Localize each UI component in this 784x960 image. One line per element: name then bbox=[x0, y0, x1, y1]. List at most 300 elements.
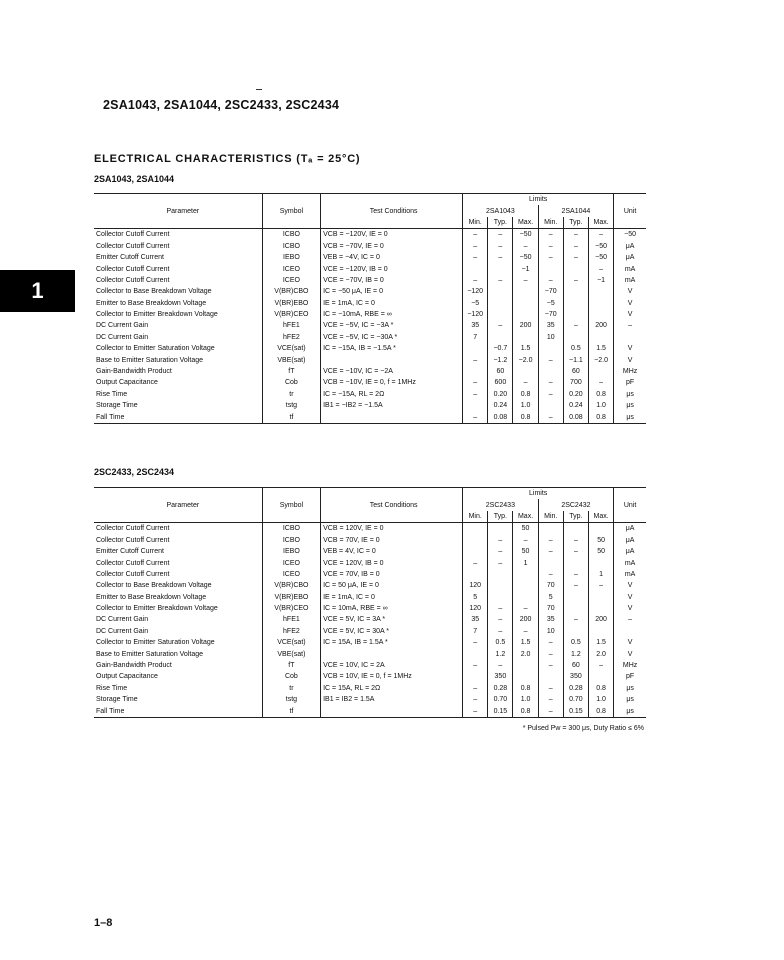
row-unit: mA bbox=[614, 275, 646, 286]
table-row bbox=[94, 400, 646, 411]
row-a-max bbox=[513, 332, 538, 343]
row-unit: −50 bbox=[614, 229, 646, 241]
row-b-typ: 700 bbox=[563, 377, 588, 388]
row-parameter: Rise Time bbox=[96, 390, 128, 398]
row-symbol: ICEO bbox=[262, 263, 320, 274]
row-a-min: 120 bbox=[463, 603, 488, 614]
row-parameter: Collector to Base Breakdown Voltage bbox=[96, 288, 212, 296]
row-conditions: VCE = 10V, IC = 2A bbox=[321, 660, 463, 671]
row-b-max bbox=[588, 603, 613, 614]
row-a-min: 35 bbox=[463, 320, 488, 331]
row-b-min: – bbox=[538, 637, 563, 648]
row-a-typ: −0.7 bbox=[488, 343, 513, 354]
row-a-max: – bbox=[513, 275, 538, 286]
row-b-max bbox=[588, 671, 613, 682]
row-conditions: IE = 1mA, IC = 0 bbox=[321, 298, 463, 309]
row-conditions: VCB = 120V, IE = 0 bbox=[321, 523, 463, 535]
row-a-typ: 0.08 bbox=[488, 411, 513, 423]
row-b-min bbox=[538, 366, 563, 377]
row-b-max: 1.0 bbox=[588, 694, 613, 705]
row-a-typ: 0.70 bbox=[488, 694, 513, 705]
row-a-max: 1.5 bbox=[513, 637, 538, 648]
row-b-max: 50 bbox=[588, 546, 613, 557]
row-symbol: VCE(sat) bbox=[262, 637, 320, 648]
row-b-typ bbox=[563, 332, 588, 343]
row-b-min: – bbox=[538, 252, 563, 263]
page-number: 1–8 bbox=[94, 917, 113, 929]
row-a-max: 0.8 bbox=[513, 411, 538, 423]
row-a-max bbox=[513, 660, 538, 671]
table-row bbox=[94, 229, 646, 241]
row-b-min: – bbox=[538, 705, 563, 717]
row-parameter: DC Current Gain bbox=[96, 616, 149, 624]
row-a-typ bbox=[488, 523, 513, 535]
row-a-max: 0.8 bbox=[513, 389, 538, 400]
row-a-max: −1 bbox=[513, 263, 538, 274]
row-unit: V bbox=[614, 298, 646, 309]
row-unit: V bbox=[614, 592, 646, 603]
row-parameter: Output Capacitance bbox=[96, 673, 158, 681]
row-symbol: ICBO bbox=[262, 523, 320, 535]
row-a-min: – bbox=[463, 411, 488, 423]
row-a-max bbox=[513, 592, 538, 603]
row-parameter: Emitter Cutoff Current bbox=[96, 254, 164, 262]
row-unit: V bbox=[614, 286, 646, 297]
row-a-min: −5 bbox=[463, 298, 488, 309]
row-unit: μA bbox=[614, 546, 646, 557]
row-parameter: Rise Time bbox=[96, 684, 128, 692]
row-symbol: tr bbox=[262, 683, 320, 694]
row-parameter: Fall Time bbox=[94, 411, 262, 423]
row-b-typ: 0.24 bbox=[563, 400, 588, 411]
row-conditions: IC = 10mA, RBE = ∞ bbox=[321, 603, 463, 614]
row-unit bbox=[614, 332, 646, 343]
col-parameter: Parameter bbox=[94, 488, 262, 523]
row-b-max: 2.0 bbox=[588, 648, 613, 659]
row-b-max bbox=[588, 366, 613, 377]
row-b-max bbox=[588, 626, 613, 637]
row-a-max: – bbox=[513, 377, 538, 388]
row-symbol: VBE(sat) bbox=[262, 648, 320, 659]
row-b-typ: – bbox=[563, 580, 588, 591]
table-row bbox=[94, 354, 646, 365]
row-b-min: 70 bbox=[538, 580, 563, 591]
row-parameter: Emitter to Base Breakdown Voltage bbox=[96, 299, 207, 307]
row-unit: MHz bbox=[614, 366, 646, 377]
device-a-header: 2SC2433 bbox=[463, 499, 539, 510]
row-a-min bbox=[463, 263, 488, 274]
row-b-min bbox=[538, 343, 563, 354]
row-unit: V bbox=[614, 343, 646, 354]
row-a-max: 1.0 bbox=[513, 694, 538, 705]
device-b-header: 2SC2432 bbox=[538, 499, 614, 510]
row-b-min: – bbox=[538, 683, 563, 694]
table-row bbox=[94, 580, 646, 591]
row-b-max bbox=[588, 592, 613, 603]
row-a-max: 1 bbox=[513, 557, 538, 568]
col-conditions: Test Conditions bbox=[321, 488, 463, 523]
row-conditions: VCB = 10V, IE = 0, f = 1MHz bbox=[321, 671, 463, 682]
row-a-max: 200 bbox=[513, 614, 538, 625]
row-a-typ: – bbox=[488, 320, 513, 331]
row-unit: V bbox=[614, 637, 646, 648]
row-a-max bbox=[513, 366, 538, 377]
row-parameter: Base to Emitter Saturation Voltage bbox=[96, 650, 204, 658]
row-unit bbox=[614, 626, 646, 637]
table-row bbox=[94, 263, 646, 274]
row-a-max bbox=[513, 286, 538, 297]
row-b-min bbox=[538, 671, 563, 682]
row-unit: pF bbox=[614, 671, 646, 682]
table-row bbox=[94, 546, 646, 557]
row-a-max bbox=[513, 671, 538, 682]
row-b-typ: – bbox=[563, 535, 588, 546]
row-conditions: VCE = 5V, IC = 30A * bbox=[321, 626, 463, 637]
table-row bbox=[94, 694, 646, 705]
row-parameter: Collector Cutoff Current bbox=[96, 559, 170, 567]
row-parameter: Collector to Base Breakdown Voltage bbox=[96, 582, 212, 590]
col-max: Max. bbox=[588, 511, 613, 523]
row-a-min: 35 bbox=[463, 614, 488, 625]
row-parameter: Fall Time bbox=[94, 705, 262, 717]
row-b-max: – bbox=[588, 660, 613, 671]
table-row bbox=[94, 523, 646, 535]
row-a-min: – bbox=[463, 252, 488, 263]
col-symbol: Symbol bbox=[262, 194, 320, 229]
row-b-min: – bbox=[538, 694, 563, 705]
row-b-typ: – bbox=[563, 569, 588, 580]
row-unit: mA bbox=[614, 557, 646, 568]
row-unit: μs bbox=[614, 694, 646, 705]
row-a-max: 0.8 bbox=[513, 683, 538, 694]
row-a-typ bbox=[488, 286, 513, 297]
header-tick-mark bbox=[256, 89, 262, 90]
row-b-typ: 0.20 bbox=[563, 389, 588, 400]
row-a-min: 5 bbox=[463, 592, 488, 603]
row-symbol: ICEO bbox=[262, 557, 320, 568]
section-title: ELECTRICAL CHARACTERISTICS (Tₐ = 25°C) bbox=[94, 153, 361, 165]
row-a-typ bbox=[488, 298, 513, 309]
row-conditions: VCE = −5V, IC = −30A * bbox=[321, 332, 463, 343]
row-symbol: ICEO bbox=[262, 569, 320, 580]
row-parameter: Collector Cutoff Current bbox=[96, 276, 170, 284]
col-typ: Typ. bbox=[563, 217, 588, 229]
row-unit: V bbox=[614, 648, 646, 659]
row-a-typ: – bbox=[488, 535, 513, 546]
row-parameter: Base to Emitter Saturation Voltage bbox=[96, 356, 204, 364]
row-symbol: Cob bbox=[262, 671, 320, 682]
spec-table-2sa bbox=[94, 193, 646, 424]
device-a-header: 2SA1043 bbox=[463, 205, 539, 216]
row-unit: – bbox=[614, 614, 646, 625]
row-symbol: VCE(sat) bbox=[262, 343, 320, 354]
row-conditions: VEB = 4V, IC = 0 bbox=[321, 546, 463, 557]
row-b-min bbox=[538, 400, 563, 411]
table-row bbox=[94, 705, 646, 717]
row-b-max bbox=[588, 332, 613, 343]
row-unit: V bbox=[614, 580, 646, 591]
table-row bbox=[94, 343, 646, 354]
row-a-min: 7 bbox=[463, 332, 488, 343]
table-row bbox=[94, 309, 646, 320]
col-min: Min. bbox=[538, 511, 563, 523]
row-a-typ: 60 bbox=[488, 366, 513, 377]
col-max: Max. bbox=[588, 217, 613, 229]
table-row bbox=[94, 614, 646, 625]
row-symbol: ICBO bbox=[262, 229, 320, 241]
row-parameter: Gain-Bandwidth Product bbox=[96, 662, 172, 670]
row-parameter: Storage Time bbox=[96, 402, 138, 410]
row-b-min: – bbox=[538, 229, 563, 241]
row-b-min: 5 bbox=[538, 592, 563, 603]
row-a-typ bbox=[488, 580, 513, 591]
row-parameter: Collector Cutoff Current bbox=[96, 265, 170, 273]
row-symbol: V(BR)EBO bbox=[262, 298, 320, 309]
row-a-min bbox=[463, 569, 488, 580]
table-row bbox=[94, 332, 646, 343]
row-a-typ bbox=[488, 592, 513, 603]
row-a-typ: – bbox=[488, 557, 513, 568]
row-b-max bbox=[588, 523, 613, 535]
row-a-max bbox=[513, 309, 538, 320]
row-symbol: fT bbox=[262, 660, 320, 671]
table-row bbox=[94, 671, 646, 682]
row-conditions: IB1 = IB2 = 1.5A bbox=[321, 694, 463, 705]
row-a-typ: 0.24 bbox=[488, 400, 513, 411]
row-a-min: 7 bbox=[463, 626, 488, 637]
row-b-typ: – bbox=[563, 252, 588, 263]
row-a-max: −2.0 bbox=[513, 354, 538, 365]
row-symbol: tr bbox=[262, 389, 320, 400]
row-symbol: V(BR)EBO bbox=[262, 592, 320, 603]
row-b-min: 10 bbox=[538, 626, 563, 637]
row-symbol: VBE(sat) bbox=[262, 354, 320, 365]
col-unit: Unit bbox=[614, 488, 646, 523]
row-b-max bbox=[588, 298, 613, 309]
row-b-typ: 0.70 bbox=[563, 694, 588, 705]
row-conditions: VCE = −120V, IB = 0 bbox=[321, 263, 463, 274]
row-a-min: 120 bbox=[463, 580, 488, 591]
row-a-typ: – bbox=[488, 275, 513, 286]
row-parameter: DC Current Gain bbox=[96, 333, 149, 341]
row-a-typ: – bbox=[488, 660, 513, 671]
row-symbol: hFE1 bbox=[262, 614, 320, 625]
row-symbol: tstg bbox=[262, 400, 320, 411]
row-a-min: – bbox=[463, 637, 488, 648]
row-b-max: 50 bbox=[588, 535, 613, 546]
row-unit: V bbox=[614, 309, 646, 320]
row-b-typ: 0.5 bbox=[563, 637, 588, 648]
row-b-typ bbox=[563, 263, 588, 274]
row-b-max: – bbox=[588, 263, 613, 274]
row-a-min bbox=[463, 546, 488, 557]
table-row bbox=[94, 389, 646, 400]
row-a-max bbox=[513, 298, 538, 309]
row-conditions: IB1 = −IB2 = −1.5A bbox=[321, 400, 463, 411]
row-a-typ bbox=[488, 263, 513, 274]
row-a-max: – bbox=[513, 535, 538, 546]
row-a-min: – bbox=[463, 705, 488, 717]
row-symbol: ICBO bbox=[262, 241, 320, 252]
row-conditions: IC = 15A, RL = 2Ω bbox=[321, 683, 463, 694]
row-b-typ: −1.1 bbox=[563, 354, 588, 365]
row-parameter: Collector Cutoff Current bbox=[96, 536, 170, 544]
row-conditions bbox=[321, 411, 463, 423]
row-a-max bbox=[513, 580, 538, 591]
row-parameter: Storage Time bbox=[96, 696, 138, 704]
row-a-max: – bbox=[513, 626, 538, 637]
row-symbol: fT bbox=[262, 366, 320, 377]
row-a-min: – bbox=[463, 557, 488, 568]
row-unit: V bbox=[614, 354, 646, 365]
row-a-min: – bbox=[463, 241, 488, 252]
row-a-max: 50 bbox=[513, 523, 538, 535]
row-b-typ bbox=[563, 298, 588, 309]
row-b-typ: – bbox=[563, 614, 588, 625]
row-b-typ: – bbox=[563, 241, 588, 252]
row-conditions: VCE = 70V, IB = 0 bbox=[321, 569, 463, 580]
row-conditions: VCB = 70V, IE = 0 bbox=[321, 535, 463, 546]
row-parameter: Collector Cutoff Current bbox=[96, 231, 170, 239]
table-row bbox=[94, 603, 646, 614]
row-a-typ: 0.5 bbox=[488, 637, 513, 648]
row-unit: MHz bbox=[614, 660, 646, 671]
table-row bbox=[94, 592, 646, 603]
table-row bbox=[94, 683, 646, 694]
row-symbol: hFE2 bbox=[262, 626, 320, 637]
table-row bbox=[94, 320, 646, 331]
row-conditions: VCE = −5V, IC = −3A * bbox=[321, 320, 463, 331]
row-b-min: −5 bbox=[538, 298, 563, 309]
row-a-min: – bbox=[463, 229, 488, 241]
row-conditions bbox=[321, 705, 463, 717]
row-unit: μA bbox=[614, 535, 646, 546]
row-b-typ: 350 bbox=[563, 671, 588, 682]
col-unit: Unit bbox=[614, 194, 646, 229]
row-conditions: VCE = 120V, IB = 0 bbox=[321, 557, 463, 568]
row-b-min: – bbox=[538, 241, 563, 252]
row-b-min: −70 bbox=[538, 286, 563, 297]
row-b-min: −70 bbox=[538, 309, 563, 320]
chapter-tab: 1 bbox=[0, 270, 75, 312]
row-b-max: 1.5 bbox=[588, 343, 613, 354]
row-unit: μs bbox=[614, 705, 646, 717]
row-a-min: – bbox=[463, 683, 488, 694]
table-row bbox=[94, 557, 646, 568]
row-a-typ: 1.2 bbox=[488, 648, 513, 659]
row-a-min: – bbox=[463, 660, 488, 671]
row-symbol: V(BR)CBO bbox=[262, 286, 320, 297]
row-b-typ: 0.28 bbox=[563, 683, 588, 694]
device-b-header: 2SA1044 bbox=[538, 205, 614, 216]
row-a-min: – bbox=[463, 694, 488, 705]
table-row bbox=[94, 637, 646, 648]
row-a-typ: 600 bbox=[488, 377, 513, 388]
row-b-max bbox=[588, 309, 613, 320]
row-b-max: – bbox=[588, 580, 613, 591]
row-unit: mA bbox=[614, 263, 646, 274]
row-a-max: – bbox=[513, 241, 538, 252]
row-b-typ bbox=[563, 592, 588, 603]
row-b-min: – bbox=[538, 389, 563, 400]
col-typ: Typ. bbox=[488, 217, 513, 229]
row-a-typ: 350 bbox=[488, 671, 513, 682]
col-max: Max. bbox=[513, 511, 538, 523]
row-b-max: −1 bbox=[588, 275, 613, 286]
row-a-typ: 0.15 bbox=[488, 705, 513, 717]
row-symbol: IEBO bbox=[262, 546, 320, 557]
row-b-max bbox=[588, 557, 613, 568]
col-symbol: Symbol bbox=[262, 488, 320, 523]
row-parameter: Collector to Emitter Breakdown Voltage bbox=[96, 311, 218, 319]
table-row bbox=[94, 648, 646, 659]
row-parameter: DC Current Gain bbox=[96, 322, 149, 330]
row-a-min bbox=[463, 366, 488, 377]
row-b-max: −50 bbox=[588, 252, 613, 263]
row-a-min: – bbox=[463, 377, 488, 388]
row-conditions: IC = −10mA, RBE = ∞ bbox=[321, 309, 463, 320]
row-a-max: −50 bbox=[513, 229, 538, 241]
col-typ: Typ. bbox=[563, 511, 588, 523]
row-b-max: −50 bbox=[588, 241, 613, 252]
row-b-max: 0.8 bbox=[588, 705, 613, 717]
row-b-max: 200 bbox=[588, 320, 613, 331]
row-a-typ: – bbox=[488, 546, 513, 557]
row-a-typ: −1.2 bbox=[488, 354, 513, 365]
row-unit: mA bbox=[614, 569, 646, 580]
col-min: Min. bbox=[463, 511, 488, 523]
table-row bbox=[94, 569, 646, 580]
table-row bbox=[94, 377, 646, 388]
row-b-min: – bbox=[538, 377, 563, 388]
row-b-max bbox=[588, 286, 613, 297]
row-conditions: VCB = −120V, IE = 0 bbox=[321, 229, 463, 241]
table1-title: 2SA1043, 2SA1044 bbox=[94, 174, 175, 184]
row-a-typ bbox=[488, 309, 513, 320]
row-a-typ bbox=[488, 332, 513, 343]
row-b-typ: – bbox=[563, 546, 588, 557]
row-b-min bbox=[538, 523, 563, 535]
row-a-typ: – bbox=[488, 252, 513, 263]
table-row bbox=[94, 535, 646, 546]
row-a-min: −120 bbox=[463, 286, 488, 297]
row-b-min: – bbox=[538, 660, 563, 671]
row-b-typ: – bbox=[563, 320, 588, 331]
row-b-typ bbox=[563, 603, 588, 614]
table-row bbox=[94, 241, 646, 252]
row-symbol: V(BR)CEO bbox=[262, 309, 320, 320]
row-b-max: – bbox=[588, 229, 613, 241]
row-b-typ: 0.5 bbox=[563, 343, 588, 354]
row-parameter: Collector to Emitter Saturation Voltage bbox=[96, 345, 215, 353]
row-symbol: hFE2 bbox=[262, 332, 320, 343]
row-conditions: IE = 1mA, IC = 0 bbox=[321, 592, 463, 603]
row-b-typ: 60 bbox=[563, 660, 588, 671]
row-a-min bbox=[463, 535, 488, 546]
row-unit: μs bbox=[614, 683, 646, 694]
row-a-min bbox=[463, 400, 488, 411]
row-a-max: 1.5 bbox=[513, 343, 538, 354]
row-symbol: tf bbox=[262, 705, 320, 717]
row-b-typ: 0.08 bbox=[563, 411, 588, 423]
footnote: * Pulsed Pw = 300 μs, Duty Ratio ≤ 6% bbox=[522, 725, 644, 732]
row-parameter: Collector Cutoff Current bbox=[96, 525, 170, 533]
row-conditions: IC = 15A, IB = 1.5A * bbox=[321, 637, 463, 648]
row-a-max: 0.8 bbox=[513, 705, 538, 717]
row-symbol: IEBO bbox=[262, 252, 320, 263]
row-symbol: Cob bbox=[262, 377, 320, 388]
row-unit: μs bbox=[614, 411, 646, 423]
